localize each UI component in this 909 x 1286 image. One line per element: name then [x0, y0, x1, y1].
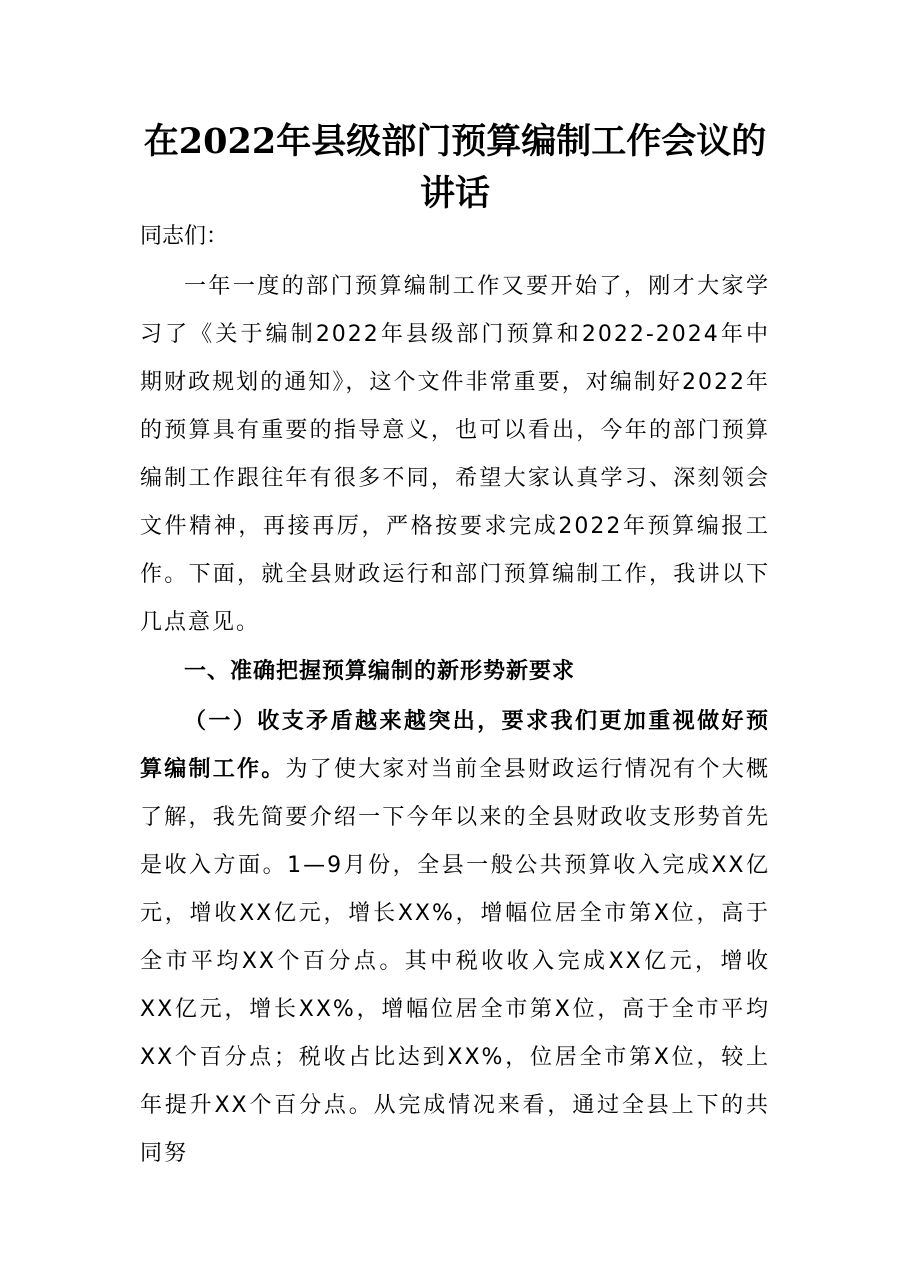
- section-lead-sentence: （一）收支矛盾越来越突出，要求我们更加重视做好预算编制工作。: [140, 709, 770, 782]
- salutation: 同志们：: [140, 224, 229, 249]
- section-heading-1: 一、准确把握预算编制的新形势新要求: [184, 659, 576, 684]
- document-title: 在2022年县级部门预算编制工作会议的讲话: [143, 121, 767, 214]
- paragraph-section-1: [140, 698, 770, 1178]
- paragraph-intro: 一年一度的部门预算编制工作又要开始了，刚才大家学习了《关于编制2022年县级部门预算和2022-2024年中期财政规划的通知》，这个文件非常重要，对编制好2022年的预算具有重要的指导意义，也可以看出，今年的部门预算编制工作跟往年有很多不同，希望大家认真学习、深刻领会文件精神，再接再厉，严格按要求完成2022年预算编报工作。下面，就全县财政运行和部门预算编制工作，我讲以下几点意见。: [140, 274, 770, 635]
- section-body-text: 为了使大家对当前全县财政运行情况有个大概了解，我先简要介绍一下今年以来的全县财政收支形势首先是收入方面。1—9月份，全县一般公共预算收入完成XX亿元，增收XX亿元，增长XX%，增幅位居全市第X位，高于全市平均XX个百分点。其中税收收入完成XX亿元，增收XX亿元，增长XX%，增幅位居全市第X位，高于全市平均XX个百分点；税收占比达到XX%，位居全市第X位，较上年提升XX个百分点。从完成情况来看，通过全县上下的共同努: [140, 757, 770, 1166]
